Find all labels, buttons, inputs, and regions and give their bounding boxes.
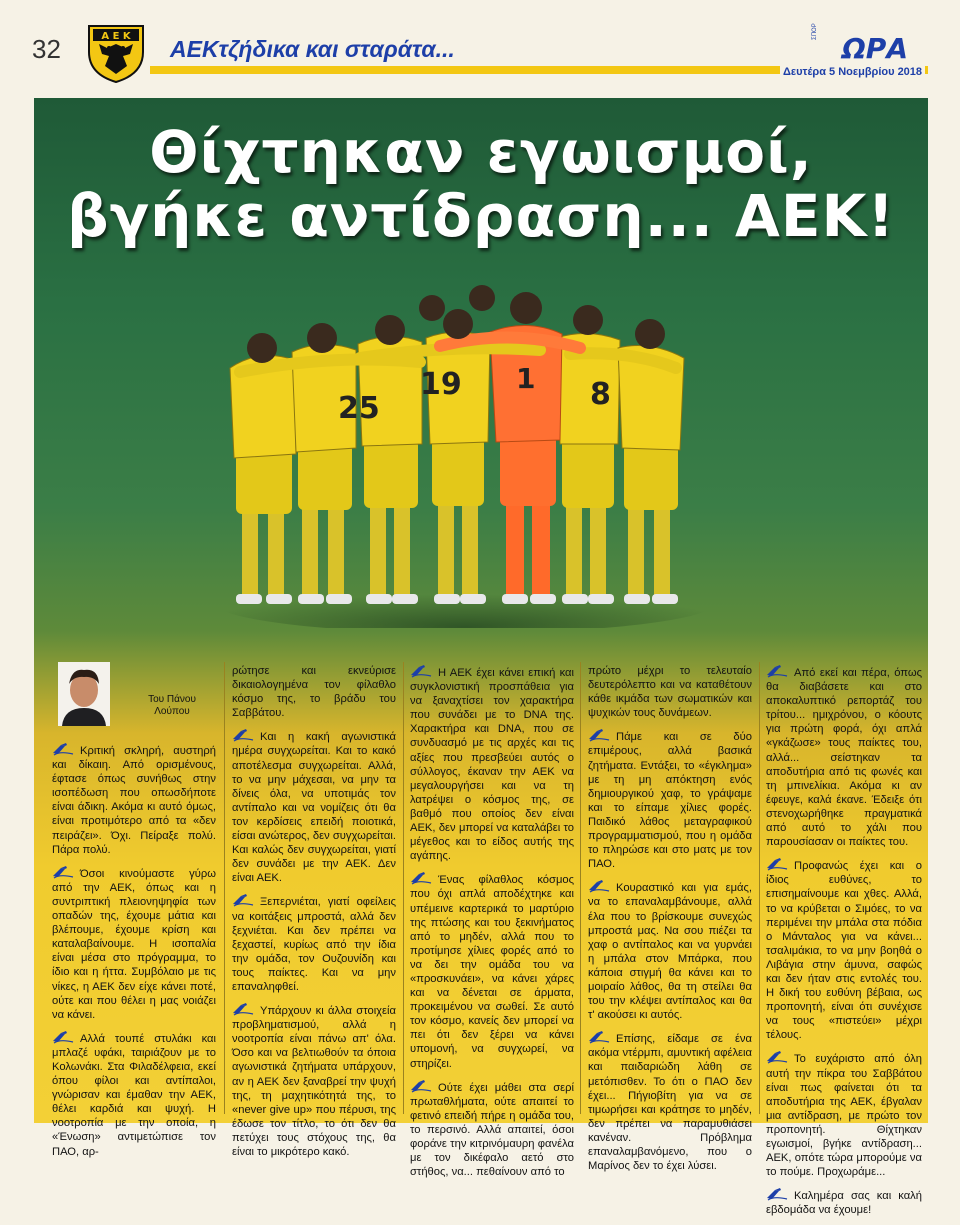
paragraph: Ένας φίλαθλος κόσμος που όχι απλά αποδέχτηκε και υπέμεινε καρτερικά το μαρτύριο της πτώσης και του ξεκινήματος από το μηδέν, αλλά που το προτίμησε χίλιες φορές από το να δει την ομάδα του να «προσκυνάει», να κάνει χάρες και να δένεται σε άρματα, προκειμένου να σωθεί. Σε αυτό τον κόσμο, κανείς δεν μπορεί να πει ότι δεν ξέρει να κάνει υπομονή, να συγχωρεί, να στηρίζει. <box>410 871 574 1070</box>
jersey-number-8: 8 <box>590 377 611 412</box>
paragraph: Ούτε έχει μάθει στα σερί πρωταθλήματα, ούτε απαιτεί το φετινό επειδή πήρε η ομάδα του, το περσινό. Αλλά απαιτεί, όσοι φοράνε την κιτρινόμαυρη φανέλα με τον δικέφαλο αετό στο στήθος, να... πεθαίνουν από το <box>410 1079 574 1180</box>
section-title: ΑΕΚτζήδικα και σταράτα... <box>170 36 455 62</box>
author-byline <box>50 660 196 728</box>
paragraph: ρώτησε και εκνεύρισε δικαιολογημένα τον φίλαθλο κόσμο της, το βράδυ του Σαββάτου. <box>232 665 396 720</box>
author-line-1: Του Πάνου <box>148 694 196 705</box>
issue-date: Δευτέρα 5 Νοεμβρίου 2018 <box>780 66 925 78</box>
paragraph: Αλλά τουπέ στυλάκι και μπλαζέ υφάκι, ταιριάζουν με το Κολωνάκι. Στα Φιλαδέλφεια, εκεί όπου φίλοι και αντίπαλοι, γνώρισαν και έμαθαν την ΑΕΚ, θέλει καρδιά και ψυχή. Η νοοτροπία με την οποία, η «Ένωση» αντιμετώπισε τον ΠΑΟ, αρ- <box>52 1030 216 1159</box>
jersey-number-19: 19 <box>420 367 462 402</box>
paragraph: Υπάρχουν κι άλλα στοιχεία προβληματισμού, αλλά η νοοτροπία είναι πάνω απ' όλα. Όσο και να βελτιωθούν τα όποια αγωνιστικά ζητήματα υπάρχουν, αν η ΑΕΚ δεν ξαναβρεί την ψυχή της, τη μαχητικότητά της, το «never give up» που πέρυσι, της έδωσε τον τίτλο, το ότι δεν θα πετύχει τους στόχους της, θα είναι το μικρότερο κακό. <box>232 1002 396 1159</box>
paragraph: Και η κακή αγωνιστικά ημέρα συγχωρείται. Και το κακό αποτέλεσμα συγχωρείται. Αλλά, το να μην μάχεσαι, να μην τα δίνεις όλα, να υποτιμάς τον αντίπαλο και να νομίζεις ότι θα τον κερδίσεις επειδή ποιοτικά, είσαι ανώτερος, δεν συγχωρείται. Και καλώς δεν συγχωρείται, γιατί δεν συνάδει με την ΑΕΚ. Δεν είναι ΑΕΚ. <box>232 728 396 885</box>
pen-bullet-icon <box>766 1187 788 1201</box>
paragraph: Το ευχάριστο από όλη αυτή την πίκρα του Σαββάτου είναι πως φαίνεται ότι τα αποδυτήρια της ΑΕΚ, έβγαλαν μια αντίδραση, με πρώτο τον προπονητή. Θίχτηκαν εγωισμοί, βγήκε αντίδραση... ΑΕΚ, οπότε τώρα μπορούμε να το πούμε. Προχωράμε... <box>766 1050 922 1179</box>
paragraph: Όσοι κινούμαστε γύρω από την ΑΕΚ, όπως και η συντριπτική πλειονηψηφία των οπαδών της, έχουμε μάτια και βλέπουμε, έχουμε κρίση και καταλαβαίνουμε. Η ισοπαλία είναι μέσα στο πρόγραμμα, το ίδιο και η ήττα. Συμβόλαιο με τις νίκες, η ΑΕΚ δεν είχε κάνει ποτέ, ούτε και που θέλει η μας νοιάζει να κάνει. <box>52 865 216 1022</box>
pen-bullet-icon <box>588 1030 610 1044</box>
paragraph: Προφανώς έχει και ο ίδιος ευθύνες, το επισημαίνουμε και χθες. Αλλά, το να κρύβεται ο Σιμόες, το να περιμένει την μπάλα στα πόδια ο Μάνταλος για να κάνει... τσαλιμάκια, το να μην βοηθά ο Λιβάγια στην άμυνα, σαφώς και δεν ήταν στις εντολές του. Η δική του ευθύνη βέβαια, ως προπονητή, είναι ότι συνέχισε να τους «πιστεύει» μέχρι τέλους. <box>766 857 922 1042</box>
pen-bullet-icon <box>766 664 788 678</box>
pen-bullet-icon <box>410 664 432 678</box>
page-header <box>0 0 960 88</box>
paragraph: Ξεπερνιέται, γιατί οφείλεις να κοιτάξεις μπροστά, αλλά δεν ξεχνιέται. Και δεν πρέπει να ξεχαστεί, κυρίως από την ίδια την ομάδα, τον Ουζουνίδη και τους παίκτες. Και να μην επαναληφθεί. <box>232 893 396 994</box>
paragraph: Καλημέρα σας και καλή εβδομάδα να έχουμε! <box>766 1187 922 1217</box>
pen-bullet-icon <box>588 879 610 893</box>
paragraph: πρώτο μέχρι το τελευταίο δευτερόλεπτο και να καταθέτουν κάθε ικμάδα των σωματικών και ψυχικών τους δυνάμεων. <box>588 665 752 720</box>
pen-bullet-icon <box>410 871 432 885</box>
paragraph: Κριτική σκληρή, αυστηρή και δίκαιη. Από ορισμένους, έφτασε όπως συνήθως στην ισοπέδωση που οπωσδήποτε είναι άδικη. Ακόμα κι αυτό όμως, είναι προτιμότερο από τα «δεν πειράζει». Όχι. Πείραξε πολύ. Πάρα πολύ. <box>52 742 216 857</box>
article-column-2 <box>232 664 396 1167</box>
page-number: 32 <box>32 34 61 64</box>
article-column-5 <box>766 664 922 1225</box>
aek-club-logo <box>85 22 147 84</box>
pen-bullet-icon <box>232 893 254 907</box>
headline-line-1: Θίχτηκαν εγωισμοί, <box>149 118 813 186</box>
column-divider <box>403 662 404 1114</box>
team-huddle-photo <box>210 268 730 628</box>
logo-lettering: Α Ε Κ <box>101 31 131 42</box>
newspaper-brand: ΩΡΑ <box>842 32 908 65</box>
column-divider <box>224 662 225 1114</box>
pen-bullet-icon <box>410 1079 432 1093</box>
paragraph: Η ΑΕΚ έχει κάνει επική και συγκλονιστική προσπάθεια για να ξαναχτίσει τον χαρακτήρα που συνάδει με το DNA της. Χαρακτήρα και DNA, που σε συνδυασμό με τις αρχές και τις αξίες που πρεσβεύει αυτός ο σύλλογος, έκαναν την ΑΕΚ να μεγαλουργήσει και να τη λατρέψει ο κόσμος της, σε βαθμό που οποίος δεν είναι ΑΕΚ, δεν μπορεί να καταλάβει το μέγεθος και το είδος αυτής της αγάπης. <box>410 664 574 863</box>
pen-bullet-icon <box>52 742 74 756</box>
pen-bullet-icon <box>52 865 74 879</box>
article-headline <box>34 120 928 248</box>
paragraph: Κουραστικό και για εμάς, να το επαναλαμβάνουμε, αλλά έλα που το βρίσκουμε συνεχώς μπροστά μας. Να σου πιέζει τα χαφ ο αντίπαλος και να γυρνάει η μπάλα στον Μπάρκα, που κάποια στιγμή θα κάνει και το μοιραίο λάθος, θα τη στείλει θα του την κλέψει αντίπαλος και θα τ' ακούσει κι αυτός. <box>588 879 752 1022</box>
paragraph: Επίσης, είδαμε σε ένα ακόμα ντέρμπι, αμυντική αφέλεια και παιδαριώδη λάθη σε μετόπισθεν. Το ότι ο ΠΑΟ δεν έχει... Πήγιοβίτη για να σε τιμωρήσει και κράτησε το μηδέν, δεν πρέπει να παραμυθιάσει κανέναν. Πρόβλημα επαναλαμβανόμενο, που ο Μαρίνος δεν το έχει λύσει. <box>588 1030 752 1173</box>
pen-bullet-icon <box>232 728 254 742</box>
jersey-number-25: 25 <box>338 391 380 426</box>
headline-line-2: βγήκε αντίδραση... ΑΕΚ! <box>67 182 895 250</box>
column-divider <box>580 662 581 1114</box>
author-photo <box>58 662 110 726</box>
article-column-4 <box>588 664 752 1181</box>
article-column-3 <box>410 664 574 1187</box>
pen-bullet-icon <box>766 1050 788 1064</box>
pen-bullet-icon <box>588 728 610 742</box>
paragraph: Πάμε και σε δύο επιμέρους, αλλά βασικά ζητήματα. Εντάξει, το «έγκλημα» με τη μη απόκτηση ενός δημιουργικού χαφ, το γράψαμε και το είπαμε χίλιες φορές. Παιδικό λάθος μεταγραφικού προγραμματισμού, που η ομάδα το πληρώσε και στο ματς με τον ΠΑΟ. <box>588 728 752 871</box>
pen-bullet-icon <box>52 1030 74 1044</box>
author-line-2: Λούπου <box>154 706 190 717</box>
brand-small-label: ΣΠΟΡ <box>812 23 818 40</box>
column-divider <box>759 662 760 1114</box>
jersey-number-1: 1 <box>516 362 536 395</box>
author-name <box>122 694 222 718</box>
paragraph: Από εκεί και πέρα, όπως θα διαβάσετε και στο αποκαλυπτικό ρεπορτάζ του τρίτου... ημιχρόνου, ο κόουτς για πρώτη φορά, όχι απλά «γκάζωσε» τους παίκτες του, αλλά... σείστηκαν τα αποδυτήρια από τις φωνές και τη μπινελίκια. Ακόμα κι αν έφευγε, καλά έκανε. Έδειξε ότι στενοχωρήθηκε πραγματικά από αυτό το χάλι που παρουσίασαν οι παίκτες του. <box>766 664 922 849</box>
pen-bullet-icon <box>766 857 788 871</box>
article-column-1 <box>52 742 216 1167</box>
pen-bullet-icon <box>232 1002 254 1016</box>
